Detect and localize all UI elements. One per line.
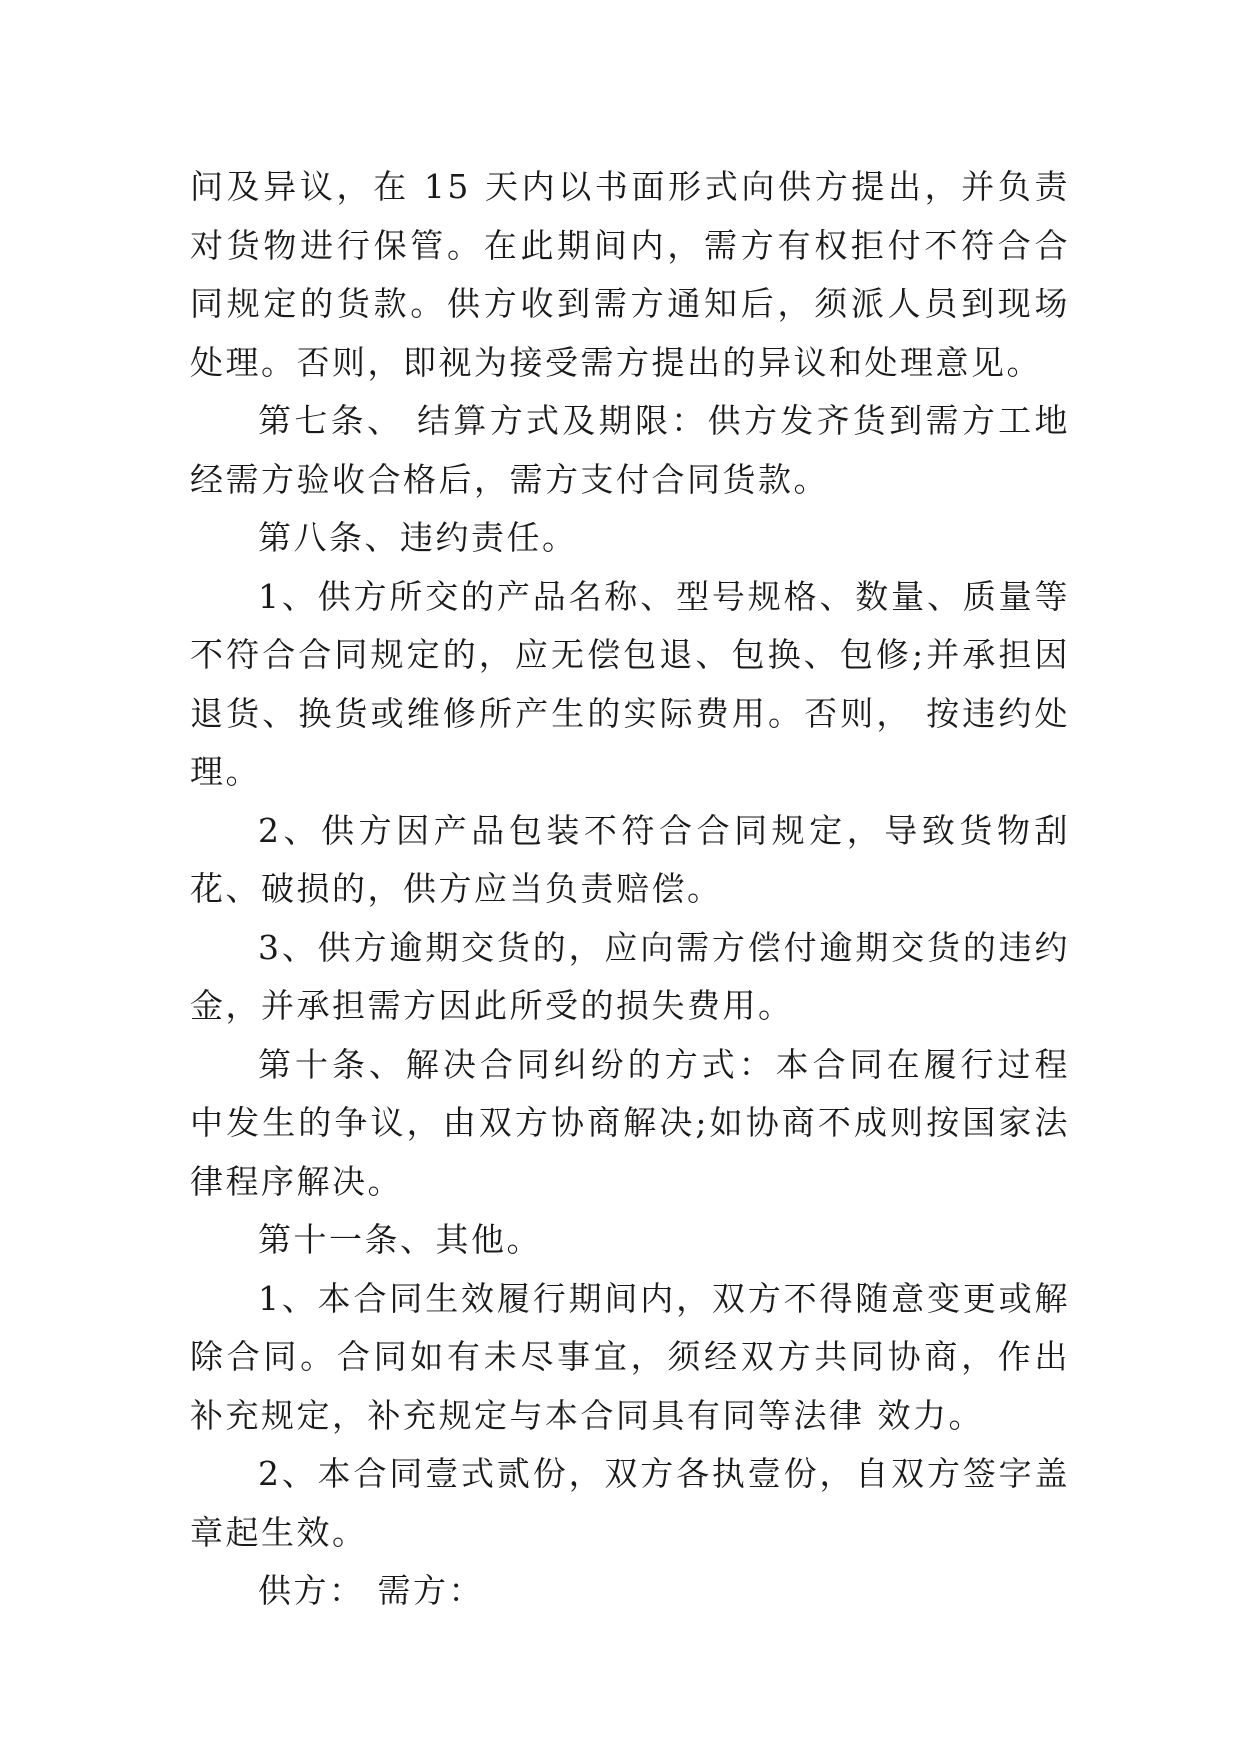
paragraph-article-8-heading: 第八条、违约责任。 (258, 518, 578, 557)
signature-line: 供方： 需方： (258, 1571, 484, 1610)
paragraph-article-10-disputes: 第十条、解决合同纠纷的方式：本合同在履行过程中发生的争议，由双方协商解决;如协商不成则按国家法律程序解决。 (190, 1044, 1070, 1201)
paragraph-article-7-settlement: 第七条、 结算方式及期限：供方发齐货到需方工地经需方验收合格后，需方支付合同货款。 (190, 401, 1070, 499)
paragraph-article-11-item-1: 1、本合同生效履行期间内，双方不得随意变更或解除合同。合同如有未尽事宜，须经双方共同协商，作出补充规定，补充规定与本合同具有同等法律 效力。 (190, 1278, 1070, 1435)
paragraph-article-8-item-2: 2、供方因产品包装不符合合同规定，导致货物刮花、破损的，供方应当负责赔偿。 (190, 810, 1070, 908)
paragraph-article-11-item-2: 2、本合同壹式贰份，双方各执壹份，自双方签字盖章起生效。 (190, 1454, 1070, 1552)
paragraph-article-8-item-1: 1、供方所交的产品名称、型号规格、数量、质量等不符合合同规定的，应无偿包退、包换、包修;并承担因退货、换货或维修所产生的实际费用。否则， 按违约处理。 (190, 576, 1070, 791)
contract-body (190, 158, 1070, 1621)
paragraph-article-8-item-3: 3、供方逾期交货的，应向需方偿付逾期交货的违约金，并承担需方因此所受的损失费用。 (190, 927, 1070, 1025)
paragraph-article-11-heading: 第十一条、其他。 (258, 1220, 542, 1259)
paragraph-objection-continuation: 问及异议，在 15 天内以书面形式向供方提出，并负责对货物进行保管。在此期间内，需方有权拒付不符合合同规定的货款。供方收到需方通知后，须派人员到现场处理。否则，即视为接受需方提出的异议和处理意见。 (190, 167, 1070, 382)
